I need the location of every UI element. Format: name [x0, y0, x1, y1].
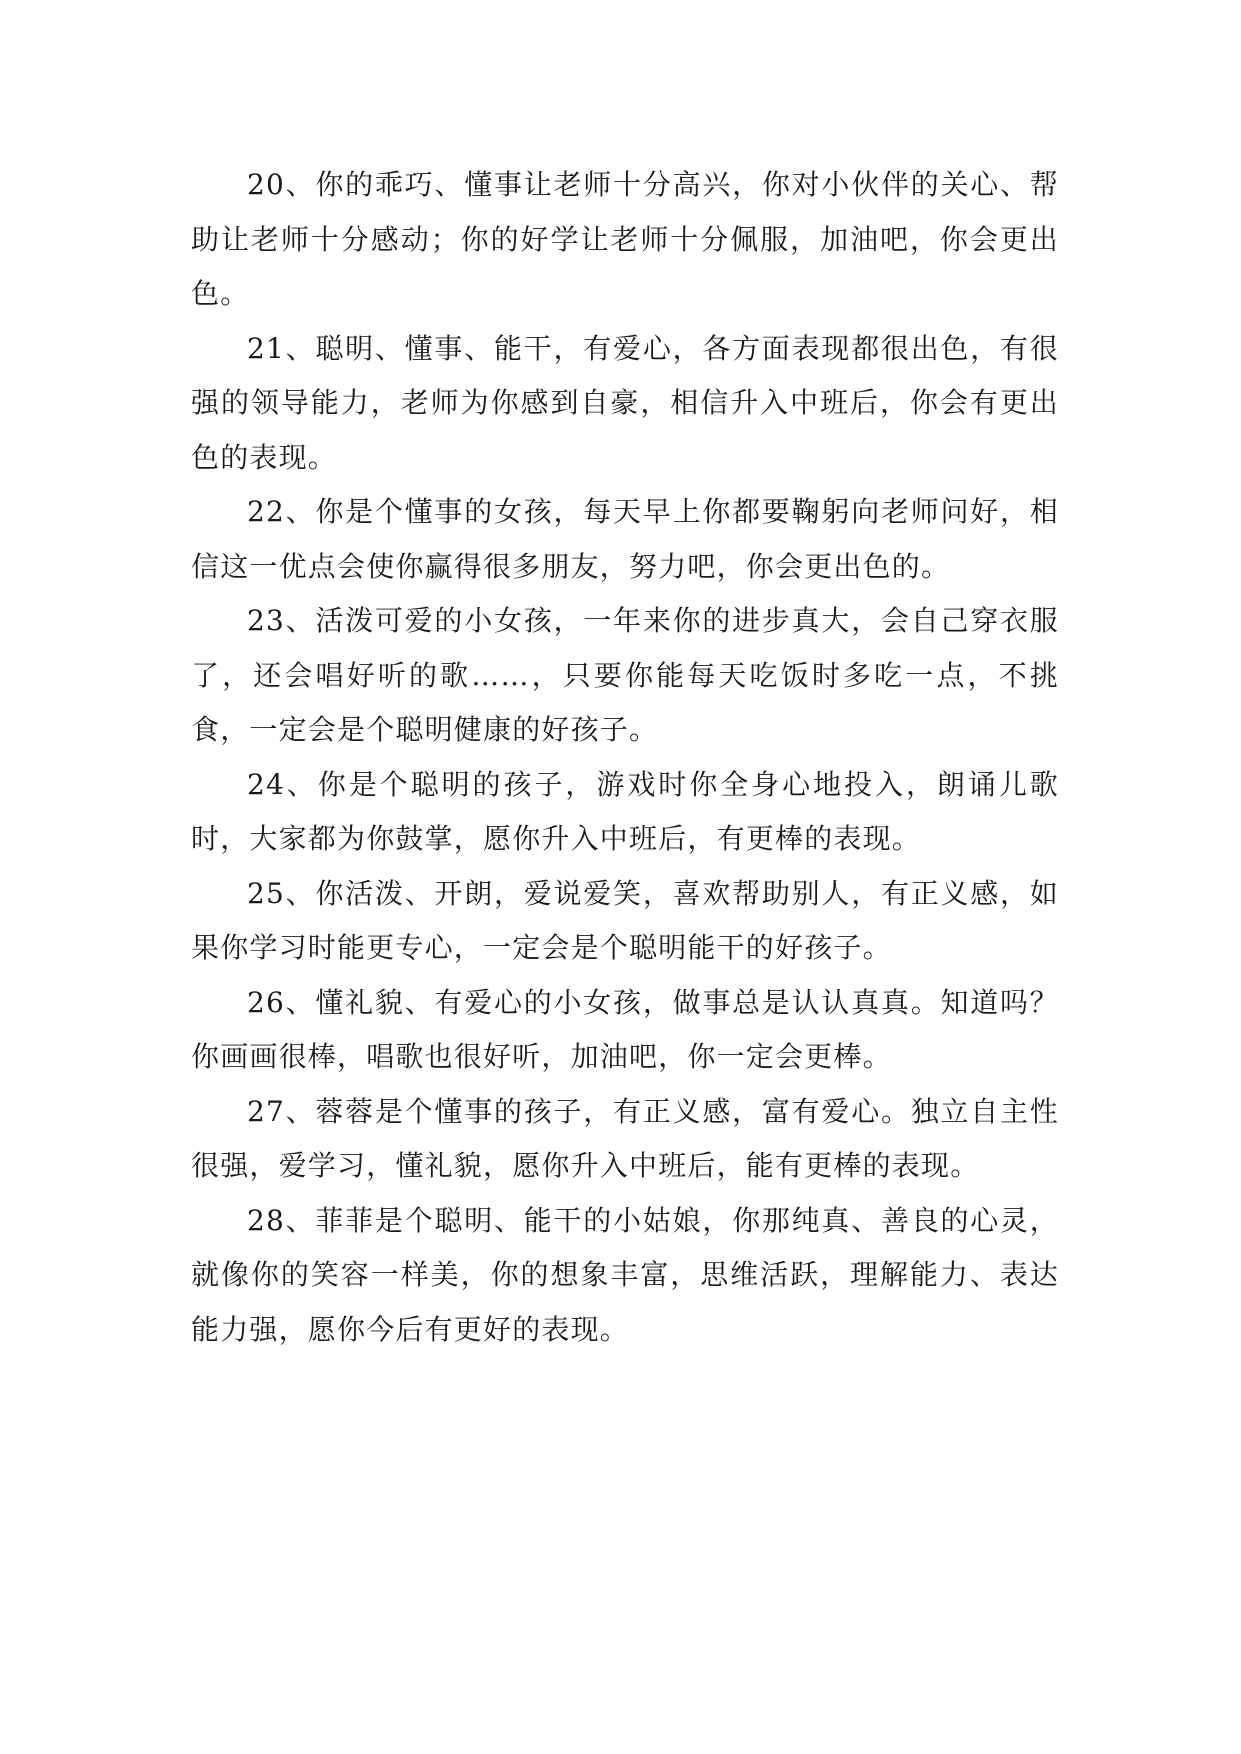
paragraph-22: 22、你是个懂事的女孩，每天早上你都要鞠躬向老师问好，相信这一优点会使你赢得很多朋友，努力吧，你会更出色的。 — [191, 495, 1059, 583]
paragraph-20: 20、你的乖巧、懂事让老师十分高兴，你对小伙伴的关心、帮助让老师十分感动；你的好学让老师十分佩服，加油吧，你会更出色。 — [191, 168, 1059, 310]
paragraph-28: 28、菲菲是个聪明、能干的小姑娘，你那纯真、善良的心灵，就像你的笑容一样美，你的想象丰富，思维活跃，理解能力、表达能力强，愿你今后有更好的表现。 — [191, 1203, 1059, 1346]
paragraph-26: 26、懂礼貌、有爱心的小女孩，做事总是认认真真。知道吗？你画画很棒，唱歌也很好听，加油吧，你一定会更棒。 — [191, 985, 1059, 1073]
paragraph-27: 27、蓉蓉是个懂事的孩子，有正义感，富有爱心。独立自主性很强，爱学习，懂礼貌，愿你升入中班后，能有更棒的表现。 — [191, 1094, 1059, 1182]
paragraph-24: 24、你是个聪明的孩子，游戏时你全身心地投入，朗诵儿歌时，大家都为你鼓掌，愿你升入中班后，有更棒的表现。 — [191, 767, 1059, 855]
paragraph-21: 21、聪明、懂事、能干，有爱心，各方面表现都很出色，有很强的领导能力，老师为你感到自豪，相信升入中班后，你会有更出色的表现。 — [191, 331, 1059, 474]
paragraph-23: 23、活泼可爱的小女孩，一年来你的进步真大，会自己穿衣服了，还会唱好听的歌……，只要你能每天吃饭时多吃一点，不挑食，一定会是个聪明健康的好孩子。 — [191, 604, 1059, 746]
paragraph-25: 25、你活泼、开朗，爱说爱笑，喜欢帮助别人，有正义感，如果你学习时能更专心，一定会是个聪明能干的好孩子。 — [191, 876, 1059, 964]
document-body — [191, 158, 1059, 1357]
